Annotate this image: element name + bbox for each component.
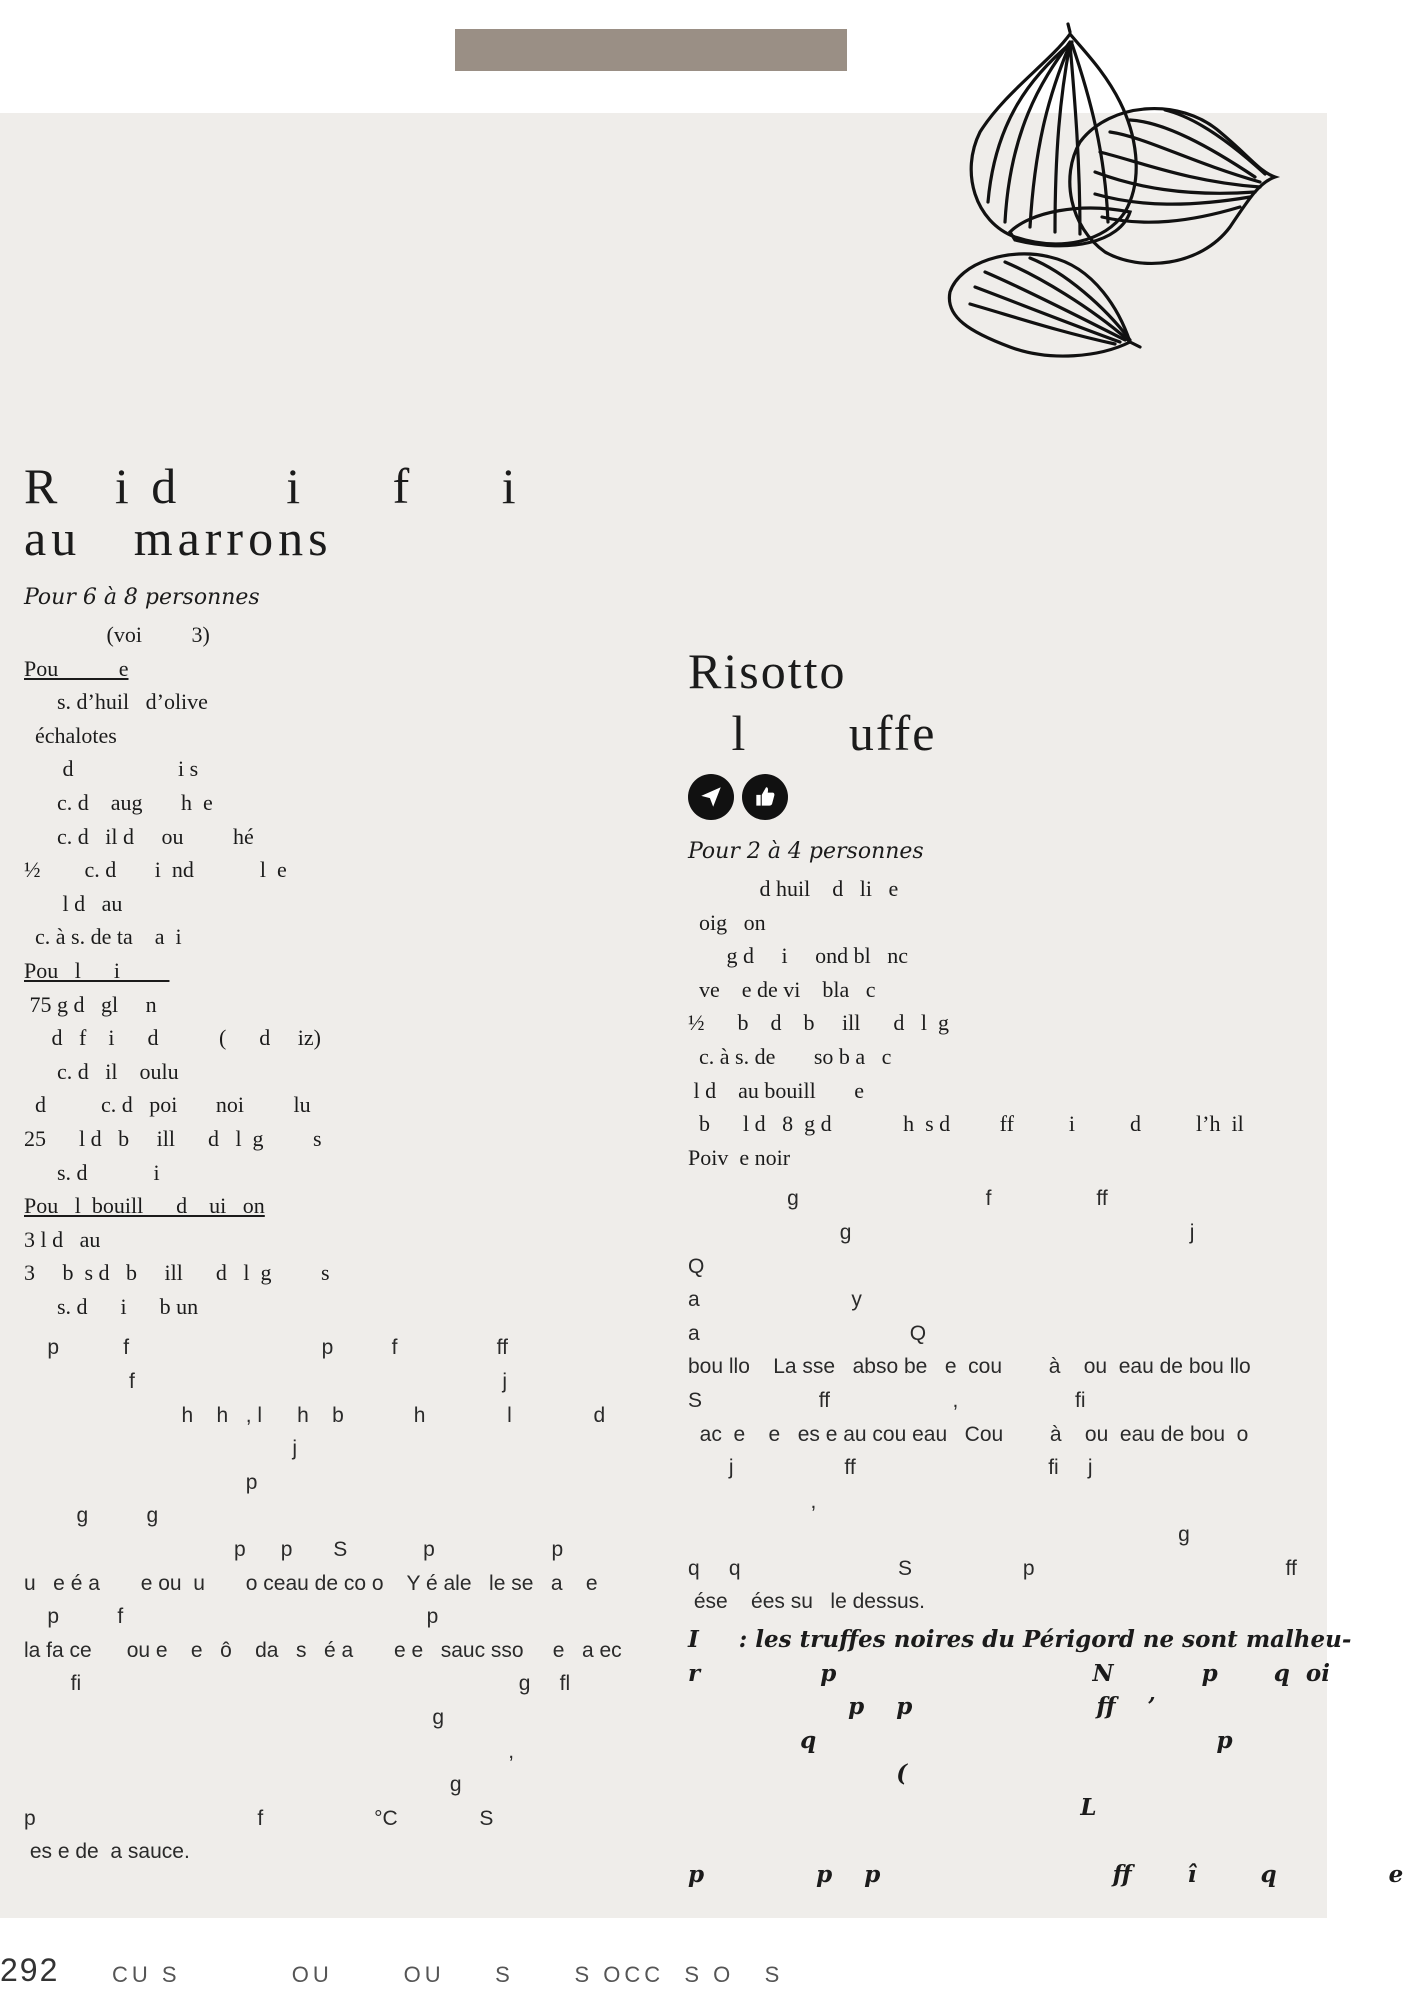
method-line: , — [24, 1739, 515, 1763]
ingredient-line: c. d il oulu — [24, 1058, 179, 1084]
page-number: 292 — [0, 1952, 60, 1988]
ingredient-line: g d i ond bl nc — [688, 943, 908, 969]
method-line: a y — [688, 1288, 862, 1312]
method-line: la fa ce ou e e ô da s é a e e sauc sso e a ec — [24, 1638, 622, 1662]
ingredient-line: s. d i b un — [24, 1293, 199, 1319]
ingredient-line: c. à s. de ta a i — [24, 924, 182, 950]
ingredient-line: 3 b s d b ill d l g s — [24, 1260, 330, 1286]
method-line: fi g fl — [24, 1672, 571, 1696]
method-line: g — [24, 1706, 445, 1729]
ingredient-line: Pou l bouill d ui on — [24, 1193, 265, 1219]
recipe-icons — [688, 774, 1318, 820]
method-line: h h , l h b h l d — [24, 1403, 606, 1427]
tip-note — [688, 1623, 1403, 1892]
method-line: , — [688, 1489, 817, 1513]
ingredient-line: l d au — [24, 890, 123, 916]
method-line: bou llo La sse abso be e cou à ou eau de bou llo — [688, 1355, 1251, 1379]
ingredient-line: ve e de vi bla c — [688, 976, 876, 1002]
tip-line: p p p ff î q e — [688, 1861, 1403, 1889]
ingredient-line: échalotes — [24, 722, 117, 748]
method-line: u e é a e ou u o ceau de co o Y é ale le se a e — [24, 1571, 598, 1595]
method-line: a Q — [688, 1321, 927, 1345]
method-line: ése ées su le dessus. — [688, 1590, 925, 1614]
header-color-bar — [455, 29, 847, 71]
ingredient-line: c. à s. de so b a c — [688, 1043, 892, 1069]
ingredient-line: Poiv e noir — [688, 1144, 791, 1170]
running-head: CU S OU OU S S OCC S O S — [112, 1962, 784, 1987]
ingredient-line: d f i d ( d iz) — [24, 1025, 321, 1051]
recipe-right — [688, 640, 1403, 1892]
ingredient-line: Pou e — [24, 655, 129, 681]
paper-plane-icon — [688, 774, 734, 820]
ingredient-line: c. d aug h e — [24, 789, 213, 815]
ingredient-list — [24, 618, 644, 1323]
method-line: p — [24, 1470, 258, 1494]
ingredient-line: ½ c. d i nd l e — [24, 857, 287, 883]
method-line: ac e e es e au cou eau Cou à ou eau de bou o — [688, 1422, 1249, 1446]
ingredient-line: s. d’huil d’olive — [24, 689, 208, 715]
thumbs-up-icon — [742, 774, 788, 820]
method-line: f j — [24, 1370, 508, 1394]
tip-line: L — [688, 1794, 1097, 1822]
recipe-title-line-2: au marrons — [24, 510, 333, 566]
ingredient-line: d c. d poi noi lu — [24, 1092, 311, 1118]
page-footer — [0, 1952, 1327, 1992]
method-line: g j — [688, 1220, 1195, 1244]
method-line: q q S p ff — [688, 1556, 1297, 1580]
ingredient-line: (voi 3) — [24, 622, 210, 647]
method-line: S ff , fi — [688, 1388, 1086, 1412]
ingredient-line: d i s — [24, 756, 199, 782]
ingredient-line: s. d i — [24, 1159, 160, 1185]
ingredient-line: d huil d li e — [688, 876, 899, 901]
method-line: es e de a sauce. — [24, 1840, 190, 1864]
tip-line: ( — [688, 1760, 908, 1788]
recipe-title-line-1: Risotto — [688, 643, 847, 699]
tip-line: r p N p q oi — [688, 1659, 1330, 1687]
recipe-title-line-2: l uffe — [688, 705, 937, 761]
method-text — [24, 1331, 644, 1869]
ingredient-line: ½ b d b ill d l g — [688, 1010, 949, 1036]
method-line: g — [24, 1773, 462, 1797]
servings-label: Pour 6 à 8 personnes — [24, 585, 260, 610]
method-line: g — [688, 1523, 1190, 1547]
servings-label: Pour 2 à 4 personnes — [688, 839, 924, 864]
method-line: g g — [24, 1504, 159, 1528]
ingredient-line: 75 g d gl n — [24, 991, 157, 1017]
ingredient-line: b l d 8 g d h s d ff i d l’h il — [688, 1111, 1244, 1137]
recipe-left — [24, 460, 644, 1869]
method-line: j ff fi j — [688, 1456, 1093, 1480]
method-line: j — [24, 1437, 298, 1461]
ingredient-line: Pou l i — [24, 957, 170, 983]
ingredient-line: 3 l d au — [24, 1226, 101, 1252]
tip-line — [688, 1825, 1318, 1859]
method-text — [688, 1182, 1318, 1619]
method-line: p f p — [24, 1605, 439, 1629]
ingredient-line: l d au bouill e — [688, 1077, 864, 1103]
tip-line: p p ff ’ — [688, 1693, 1156, 1721]
method-line: p p S p p — [24, 1538, 564, 1562]
method-line: p f °C S — [24, 1806, 494, 1830]
ingredient-line: 25 l d b ill d l g s — [24, 1125, 322, 1151]
ingredient-line: c. d il d ou hé — [24, 823, 254, 849]
tip-line: q p — [688, 1726, 1233, 1754]
chestnuts-illustration — [930, 22, 1310, 442]
method-line: Q — [688, 1254, 705, 1278]
method-line: p f p f ff — [24, 1336, 508, 1360]
tip-line: I : les truffes noires du Périgord ne sont malheu- — [688, 1626, 1352, 1654]
recipe-title-line-1: R i d i f i — [24, 458, 521, 514]
ingredient-list — [688, 872, 1318, 1174]
ingredient-line: oig on — [688, 909, 766, 935]
method-line: g f ff — [688, 1187, 1108, 1211]
